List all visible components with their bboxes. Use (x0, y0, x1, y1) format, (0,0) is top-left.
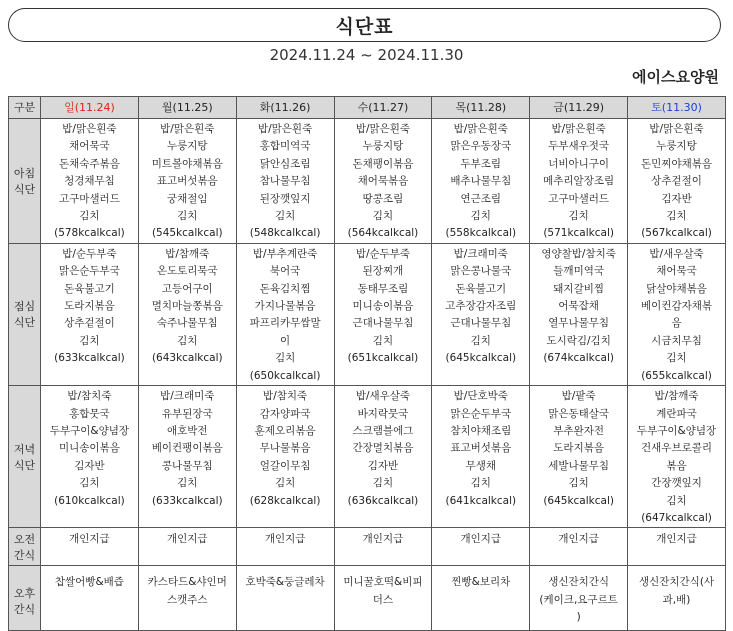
menu-cell-lunch-fri (530, 243, 628, 385)
row-label-line: 아침 (13, 166, 36, 180)
menu-item: 찐빵&보리차 (451, 576, 511, 589)
menu-item: 채어묵국 (656, 265, 697, 278)
menu-item: 생신잔치간식(사 (638, 576, 715, 589)
menu-item: 밥/맑은흰죽 (160, 123, 215, 135)
table-header-row (9, 97, 726, 119)
menu-item: 미니송이볶음 (58, 442, 120, 455)
menu-cell-breakfast-mon (138, 119, 236, 244)
menu-item: 채어묵국 (69, 140, 110, 153)
menu-cell-morning-snack-sun (41, 528, 139, 566)
menu-item: 김치 (372, 477, 394, 490)
menu-item: 북어국 (269, 265, 301, 278)
menu-item: 표고버섯볶음 (156, 175, 218, 188)
organization-name: 에이스요양원 (632, 68, 719, 86)
menu-item: 과,배) (662, 593, 691, 606)
menu-item: 김치 (79, 210, 100, 223)
menu-item: 표고버섯볶음 (450, 442, 512, 455)
menu-item: (548kcalkcal) (249, 227, 321, 240)
menu-item: 김치 (177, 210, 198, 223)
menu-cell-morning-snack-wed (334, 528, 432, 566)
menu-item: 애호박전 (166, 424, 208, 437)
menu-item: 베이컨팽이볶음 (151, 442, 223, 455)
menu-item: 건새우브로콜리 (641, 442, 713, 455)
menu-item: (651kcalkcal) (347, 352, 419, 365)
menu-item: 들깨미역국 (553, 265, 604, 278)
menu-item: (643kcalkcal) (151, 352, 223, 365)
menu-item: 개인지급 (69, 533, 110, 546)
menu-item: 채어묵볶음 (357, 175, 409, 188)
page-title: 식단표 (335, 15, 394, 38)
menu-item: 김치 (274, 477, 296, 490)
menu-item: 메추리알장조림 (543, 175, 615, 188)
header-category: 구분 (9, 97, 41, 119)
menu-cell-morning-snack-thu (432, 528, 530, 566)
menu-item: 배추나물무침 (450, 175, 512, 188)
menu-cell-breakfast-tue (236, 119, 334, 244)
menu-item: 숙주나물무침 (156, 317, 218, 330)
menu-cell-afternoon-snack-thu (432, 566, 530, 631)
menu-item: (558kcalkcal) (445, 227, 517, 240)
table-row-afternoon-snack (9, 566, 726, 631)
menu-item: (578kcalkcal) (54, 227, 125, 240)
menu-item: 누룽지탕 (166, 140, 208, 153)
menu-item: 도라지볶음 (553, 442, 604, 455)
menu-item: (545kcalkcal) (151, 227, 223, 240)
row-label-line: 오전 (13, 533, 36, 547)
menu-item: 참나물무침 (259, 175, 311, 188)
menu-item: 밥/순두부죽 (62, 247, 117, 260)
menu-item: 고추장감자조림 (445, 300, 517, 313)
menu-item: 된장깻잎지 (259, 192, 311, 205)
menu-item: 얼갈이무침 (259, 459, 311, 472)
menu-item: 두부구이&양념장 (636, 424, 717, 437)
menu-item: 누룽지탕 (362, 140, 404, 153)
menu-cell-breakfast-thu (432, 119, 530, 244)
menu-item: 돈육김치찜 (259, 282, 311, 295)
menu-cell-breakfast-wed (334, 119, 432, 244)
menu-item: 김치 (666, 210, 687, 223)
menu-item: 돈채팽이볶음 (352, 157, 414, 170)
menu-item: 상추겉절이 (64, 317, 115, 330)
menu-item: 김치 (568, 477, 589, 490)
menu-item: 밥/참치죽 (263, 390, 308, 403)
menu-item: 근대나물무침 (450, 317, 512, 330)
menu-item: 홍합미역국 (259, 140, 311, 153)
menu-item: 두부새우젓국 (548, 140, 610, 153)
menu-item: 미니송이볶음 (352, 300, 414, 313)
menu-cell-morning-snack-tue (236, 528, 334, 566)
menu-item: 어묵잡채 (558, 300, 599, 313)
menu-item: 궁채절임 (166, 192, 208, 205)
menu-item: 김치 (666, 494, 687, 507)
menu-item: (645kcalkcal) (445, 352, 517, 365)
menu-cell-dinner-tue (236, 386, 334, 528)
menu-item: 홍합뭇국 (69, 407, 110, 420)
menu-item: (633kcalkcal) (151, 494, 223, 507)
menu-item: ) (576, 611, 581, 624)
menu-item: 밥/맑은흰죽 (551, 123, 606, 135)
menu-item: 콩나물무침 (161, 459, 213, 472)
menu-cell-dinner-sun (41, 386, 139, 528)
menu-item: (633kcalkcal) (54, 352, 125, 365)
menu-item: 밥/부추계란죽 (252, 247, 318, 260)
header-day-sun: 일(11.24) (41, 97, 139, 119)
menu-item: 음 (671, 317, 682, 330)
row-label-lunch (9, 243, 41, 385)
menu-item: 밥/맑은흰죽 (649, 123, 704, 135)
menu-item: 김치 (79, 334, 100, 347)
header-day-mon: 월(11.25) (138, 97, 236, 119)
menu-item: 볶음 (666, 459, 687, 472)
menu-item: (571kcalkcal) (543, 227, 614, 240)
menu-item: 너비아니구이 (548, 157, 610, 170)
row-label-line: 저녁 (13, 442, 36, 456)
menu-item: 무나물볶음 (259, 442, 311, 455)
menu-item: 도시락김/김치 (546, 334, 611, 347)
header-day-sat: 토(11.30) (628, 97, 726, 119)
menu-item: 김자반 (661, 192, 692, 205)
menu-item: 밥/단호박죽 (453, 390, 508, 403)
menu-cell-afternoon-snack-wed (334, 566, 432, 631)
menu-item: 이 (280, 334, 291, 347)
menu-period: 2024.11.24 ~ 2024.11.30 (269, 46, 464, 64)
menu-item: 맑은순두부국 (450, 407, 512, 420)
menu-item: 동태무조림 (357, 282, 409, 295)
menu-item: 간장깻잎지 (651, 477, 702, 490)
menu-item: 밥/참깨죽 (654, 390, 699, 403)
menu-item: 밥/맑은흰죽 (257, 123, 313, 135)
menu-item: (628kcalkcal) (249, 494, 321, 507)
menu-cell-morning-snack-mon (138, 528, 236, 566)
menu-item: (610kcalkcal) (54, 494, 125, 507)
menu-item: 고구마샐러드 (58, 192, 120, 205)
menu-cell-dinner-fri (530, 386, 628, 528)
menu-item: 베이컨감자채볶 (641, 300, 713, 313)
menu-item: 미니꿀호떡&비피 (343, 576, 423, 589)
row-label-afternoon-snack (9, 566, 41, 631)
row-label-line: 간식 (13, 549, 36, 563)
menu-item: 감자양파국 (259, 407, 311, 420)
menu-item: 멸치마늘쫑볶음 (151, 300, 223, 313)
menu-item: 부추완자전 (553, 424, 604, 437)
menu-cell-lunch-thu (432, 243, 530, 385)
menu-item: 밥/크래미죽 (453, 247, 508, 260)
table-row-breakfast (9, 119, 726, 244)
menu-item: 김치 (274, 210, 296, 223)
menu-item: 돈채숙주볶음 (58, 157, 120, 170)
menu-item: 밥/맑은흰죽 (453, 123, 508, 135)
menu-item: 세발나물무침 (548, 459, 610, 472)
menu-cell-dinner-wed (334, 386, 432, 528)
header-day-fri: 금(11.29) (530, 97, 628, 119)
menu-item: 돈육불고기 (64, 282, 115, 295)
menu-item: (674kcalkcal) (543, 352, 614, 365)
menu-cell-lunch-tue (236, 243, 334, 385)
menu-item: 두부구이&양념장 (49, 424, 130, 437)
menu-cell-dinner-mon (138, 386, 236, 528)
header-day-thu: 목(11.28) (432, 97, 530, 119)
menu-item: 밥/새우살죽 (649, 247, 704, 260)
menu-cell-lunch-mon (138, 243, 236, 385)
menu-item: 김치 (470, 210, 491, 223)
menu-item: 개인지급 (558, 533, 599, 546)
row-label-breakfast (9, 119, 41, 244)
row-label-morning-snack (9, 528, 41, 566)
menu-item: 시금치무침 (651, 334, 702, 347)
menu-item: (567kcalkcal) (641, 227, 712, 240)
menu-item: 밥/순두부죽 (355, 247, 411, 260)
menu-cell-lunch-sun (41, 243, 139, 385)
menu-item: 닭살야채볶음 (646, 282, 707, 295)
menu-item: 개인지급 (656, 533, 697, 546)
menu-item: 미트볼야채볶음 (151, 157, 223, 170)
menu-cell-breakfast-fri (530, 119, 628, 244)
menu-item: 돈육불고기 (455, 282, 507, 295)
menu-item: 스크램블에그 (352, 424, 414, 437)
menu-item: 고구마샐러드 (548, 192, 610, 205)
menu-cell-lunch-sat (628, 243, 726, 385)
menu-item: 참치야채조림 (450, 424, 512, 437)
menu-cell-morning-snack-fri (530, 528, 628, 566)
menu-cell-afternoon-snack-mon (138, 566, 236, 631)
menu-item: 맑은동태살국 (548, 407, 610, 420)
menu-item: 밥/맑은흰죽 (62, 123, 117, 135)
menu-item: (650kcalkcal) (249, 369, 321, 382)
menu-item: (647kcalkcal) (641, 511, 712, 524)
header-day-wed: 수(11.27) (334, 97, 432, 119)
menu-cell-afternoon-snack-tue (236, 566, 334, 631)
menu-item: 고등어구이 (161, 282, 213, 295)
menu-item: 개인지급 (264, 533, 306, 546)
menu-item: 계란파국 (656, 407, 697, 420)
header-day-tue: 화(11.26) (236, 97, 334, 119)
table-row-dinner (9, 386, 726, 528)
menu-item: 김치 (274, 352, 296, 365)
menu-item: 도라지볶음 (64, 300, 115, 313)
menu-item: 김치 (177, 334, 198, 347)
menu-item: 스캣주스 (166, 593, 208, 606)
menu-item: 김치 (177, 477, 198, 490)
table-row-lunch (9, 243, 726, 385)
menu-item: 김치 (470, 334, 491, 347)
menu-item: 청경채무침 (64, 175, 115, 188)
menu-item: 가지나물볶음 (254, 300, 316, 313)
table-row-morning-snack (9, 528, 726, 566)
menu-item: 근대나물무침 (352, 317, 414, 330)
menu-item: 더스 (372, 593, 394, 606)
menu-item: 유부된장국 (161, 407, 213, 420)
menu-item: 김치 (470, 477, 491, 490)
menu-item: 김치 (666, 352, 687, 365)
menu-item: 열무나물무침 (548, 317, 610, 330)
menu-item: 연근조림 (460, 192, 502, 205)
menu-item: 무생채 (465, 459, 497, 472)
menu-item: 밥/팥죽 (561, 390, 596, 403)
menu-item: 김치 (372, 334, 394, 347)
menu-cell-dinner-thu (432, 386, 530, 528)
menu-cell-afternoon-snack-sat (628, 566, 726, 631)
row-label-line: 식단 (13, 182, 36, 196)
menu-item: (645kcalkcal) (543, 494, 614, 507)
menu-cell-lunch-wed (334, 243, 432, 385)
menu-item: 된장찌개 (362, 265, 404, 278)
menu-item: 김치 (568, 210, 589, 223)
menu-item: (655kcalkcal) (641, 369, 712, 382)
row-label-line: 점심 (13, 300, 36, 314)
menu-item: 김치 (79, 477, 100, 490)
menu-item: 영양찰밥/참치죽 (541, 247, 616, 260)
menu-item: 김자반 (74, 459, 105, 472)
menu-item: 닭안심조림 (259, 157, 311, 170)
menu-item: 개인지급 (460, 533, 502, 546)
row-label-line: 식단 (13, 458, 36, 472)
menu-item: 간장멸치볶음 (352, 442, 414, 455)
menu-cell-breakfast-sun (41, 119, 139, 244)
menu-item: 돼지갈비찜 (553, 282, 604, 295)
menu-item: 두부조림 (460, 157, 502, 170)
row-label-dinner (9, 386, 41, 528)
menu-item: 김자반 (367, 459, 399, 472)
menu-item: (케이크,요구르트 (539, 593, 618, 606)
menu-item: 밥/크래미죽 (160, 390, 215, 403)
row-label-line: 간식 (13, 603, 36, 617)
menu-item: 돈민찌야채볶음 (641, 157, 713, 170)
menu-item: 개인지급 (166, 533, 208, 546)
menu-item: 온도토리묵국 (156, 265, 218, 278)
menu-item: 생신잔치간식 (548, 576, 610, 589)
menu-item: 상추겉절이 (651, 175, 702, 188)
menu-item: 김치 (372, 210, 394, 223)
menu-item: 누룽지탕 (656, 140, 697, 153)
menu-item: 훈제오리볶음 (254, 424, 316, 437)
menu-item: 바지락뭇국 (357, 407, 409, 420)
menu-item: 밥/맑은흰죽 (355, 123, 411, 135)
menu-item: 맑은콩나물국 (450, 265, 512, 278)
title-box (8, 8, 721, 42)
menu-item: 찹쌀어빵&배즙 (54, 576, 124, 589)
menu-item: 호박죽&둥글레차 (245, 576, 325, 589)
menu-cell-afternoon-snack-sun (41, 566, 139, 631)
menu-item: 맑은순두부국 (58, 265, 120, 278)
menu-item: (564kcalkcal) (347, 227, 419, 240)
menu-item: 맑은우동장국 (450, 140, 512, 153)
meal-plan-table (8, 96, 726, 631)
menu-item: 밥/새우살죽 (355, 390, 411, 403)
row-label-line: 오후 (13, 587, 36, 601)
menu-item: 개인지급 (362, 533, 404, 546)
menu-cell-breakfast-sat (628, 119, 726, 244)
menu-cell-dinner-sat (628, 386, 726, 528)
row-label-line: 식단 (13, 316, 36, 330)
menu-item: 파프리카무쌈말 (249, 317, 321, 330)
menu-item: 밥/참치죽 (67, 390, 112, 403)
menu-item: 밥/참깨죽 (165, 247, 210, 260)
menu-item: (641kcalkcal) (445, 494, 517, 507)
menu-item: 카스타드&샤인머 (147, 576, 227, 589)
menu-item: 땅콩조림 (362, 192, 404, 205)
menu-cell-morning-snack-sat (628, 528, 726, 566)
menu-item: (636kcalkcal) (347, 494, 419, 507)
menu-cell-afternoon-snack-fri (530, 566, 628, 631)
